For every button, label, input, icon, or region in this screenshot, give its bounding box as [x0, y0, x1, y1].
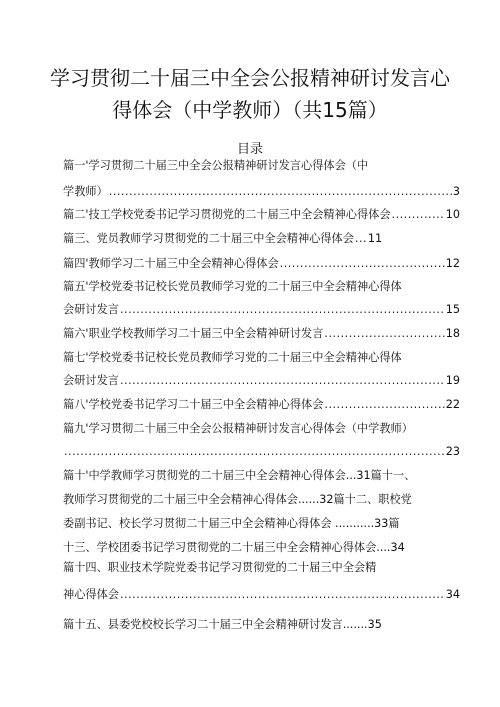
toc-entry — [63, 184, 460, 200]
toc-entry — [63, 158, 460, 174]
toc-heading: 目录 — [236, 142, 263, 157]
toc-leader-dots — [120, 373, 445, 389]
toc-leader-dots — [324, 397, 444, 413]
toc-leader-dots — [392, 207, 445, 223]
toc-leader-dots — [120, 302, 445, 318]
toc-entry — [63, 421, 460, 437]
toc-entry — [63, 492, 460, 508]
toc-entry — [63, 373, 460, 389]
toc-entry-text: 篇十五、县委党校校长学习二十届三中全会精神研讨发言.......35 — [63, 618, 382, 631]
toc-page-number: 10 — [445, 208, 460, 221]
toc-leader-dots — [355, 231, 367, 247]
toc-entry — [63, 560, 460, 576]
toc-entry-text: 篇九'学习贯彻二十届三中全会公报精神研讨发言心得体会（中学教师） — [63, 422, 413, 435]
toc-entry — [63, 617, 460, 633]
toc-page-number: 34 — [445, 588, 460, 601]
toc-leader-dots — [280, 256, 445, 272]
toc-entry — [63, 326, 460, 342]
toc-entry — [63, 540, 460, 556]
toc-entry-text: 神心得体会 — [63, 588, 119, 601]
toc-entry — [63, 516, 460, 532]
toc-leader-dots — [109, 184, 452, 200]
toc-entry — [63, 444, 460, 460]
toc-entry — [63, 302, 460, 318]
toc-entry-text: 篇四'教师学习二十届三中全会精神心得体会 — [63, 257, 279, 270]
toc-entry-text: 会研讨发言 — [63, 374, 119, 387]
toc-page-number: 19 — [445, 374, 460, 387]
toc-page-number: 12 — [445, 257, 460, 270]
toc-entry-text: 学教师） — [63, 185, 108, 198]
toc-entry — [63, 468, 460, 484]
toc-page-number: 11 — [367, 232, 383, 245]
toc-entry — [63, 207, 460, 223]
toc-page-number: 23 — [445, 445, 460, 458]
toc-entry-text: 教师学习贯彻党的二十届三中全会精神心得体会......32篇十二、职校党 — [63, 493, 412, 506]
toc-page-number: 15 — [445, 303, 460, 316]
toc-entry-text: 篇五'学校党委书记校长党员教师学习党的二十届三中全会精神心得体 — [63, 280, 402, 293]
document-title-line-1: 学习贯彻二十届三中全会公报精神研讨发言心 — [50, 66, 450, 90]
toc-leader-dots — [120, 587, 445, 603]
toc-entry — [63, 397, 460, 413]
toc-entry — [63, 256, 460, 272]
toc-entry — [63, 350, 460, 366]
toc-entry-text: 十三、学校团委书记学习贯彻党的二十届三中全会精神心得体会....34 — [63, 541, 405, 554]
toc-page-number: 3 — [452, 185, 460, 198]
toc-page-number: 22 — [445, 398, 460, 411]
toc-entry-text: 篇一'学习贯彻二十届三中全会公报精神研讨发言心得体会（中 — [63, 159, 369, 172]
toc-entry — [63, 279, 460, 295]
toc-entry-text: 篇十'中学教师学习贯彻党的二十届三中全会精神心得体会...31篇十一、 — [63, 469, 416, 482]
toc-entry-text: 委副书记、校长学习贯彻二十届三中全会精神心得体会 ...........33篇 — [63, 517, 400, 530]
toc-entry-text: 篇六'职业学校教师学习二十届三中全会精神研讨发言 — [63, 327, 324, 340]
toc-page-number: 18 — [445, 327, 460, 340]
toc-entry-text: 篇二'技工学校党委书记学习贯彻党的二十届三中全会精神心得体会 — [63, 208, 391, 221]
toc-leader-dots — [324, 326, 444, 342]
toc-entry — [63, 231, 460, 247]
toc-entry-text: 篇十四、职业技术学院党委书记学习贯彻党的二十届三中全会精 — [63, 561, 377, 574]
toc-leader-dots — [64, 444, 445, 460]
document-title-line-2: 得体会（中学教师）（共15篇） — [112, 98, 388, 122]
toc-entry-text: 篇八'学校党委书记学习二十届三中全会精神心得体会 — [63, 398, 324, 411]
toc-entry-text: 会研讨发言 — [63, 303, 119, 316]
toc-entry-text: 篇七'学校党委书记校长党员教师学习党的二十届三中全会精神心得体 — [63, 351, 402, 364]
toc-entry — [63, 587, 460, 603]
toc-entry-text: 篇三、党员教师学习贯彻党的二十届三中全会精神心得体会 — [63, 232, 354, 245]
